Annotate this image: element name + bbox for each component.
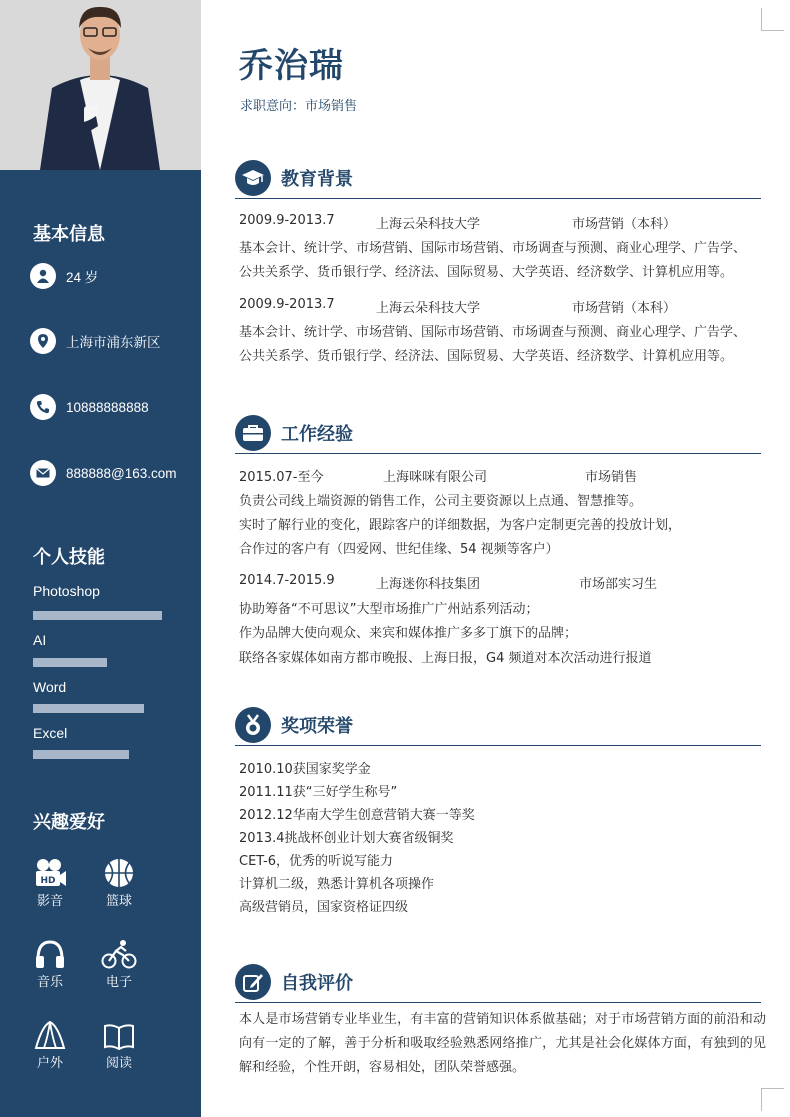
edu-major: 市场营销（本科） — [572, 217, 677, 232]
awards-header — [235, 709, 761, 746]
education-title: 教育背景 — [281, 169, 353, 190]
work-company: 上海迷你科技集团 — [376, 577, 481, 592]
work-duty-line: 实时了解行业的变化，跟踪客户的详细数据，为客户定制更完善的投放计划， — [239, 518, 682, 533]
phone-text: 10888888888 — [66, 399, 149, 415]
pencil-icon — [235, 964, 271, 1000]
book-icon — [99, 1016, 139, 1050]
work-header — [235, 417, 761, 454]
self-eval-text: 本人是市场营销专业毕业生，有丰富的营销知识体系做基础；对于市场营销方面的前沿和动向有一定的了解，善于分析和吸取经验熟悉网络推广，尤其是社会化媒体方面，有独到的见解和经验，个性开朗，容易相处，团队荣誉感强。 — [239, 1012, 766, 1075]
hobby-label: 音乐 — [36, 975, 63, 990]
headphones-icon — [30, 935, 70, 969]
award-item: 高级营销员，国家资格证四级 — [239, 900, 409, 915]
skill-name: Excel — [33, 725, 68, 741]
profile-photo — [0, 0, 201, 170]
education-header — [235, 162, 761, 199]
edu-course-line: 公共关系学、货币银行学、经济法、国际贸易、大学英语、经济数学、计算机应用等。 — [239, 265, 734, 280]
person-icon — [30, 263, 56, 289]
hobby-item — [99, 854, 139, 909]
medal-icon — [235, 707, 271, 743]
work-title: 工作经验 — [281, 424, 353, 445]
edu-date: 2009.9-2013.7 — [239, 213, 335, 228]
email-row — [30, 459, 177, 487]
award-item: 2010.10获国家奖学金 — [239, 762, 371, 777]
hobby-item — [30, 854, 70, 909]
skill-bar — [33, 704, 144, 713]
edu-school: 上海云朵科技大学 — [376, 301, 481, 316]
work-duty-line: 作为品牌大使向观众、来宾和媒体推广多多丁旗下的品牌； — [239, 626, 578, 641]
briefcase-icon — [235, 415, 271, 451]
award-item: 2013.4挑战杯创业计划大赛省级铜奖 — [239, 831, 454, 846]
hobby-item — [99, 935, 139, 990]
edu-course-line: 基本会计、统计学、市场营销、国际市场营销、市场调查与预测、商业心理学、广告学、 — [239, 325, 747, 340]
location-text: 上海市浦东新区 — [66, 335, 161, 350]
skill-name: Word — [33, 679, 67, 695]
work-duty-line: 合作过的客户有（四爱网、世纪佳缘、54 视频等客户） — [239, 542, 559, 557]
work-duty-line: 联络各家媒体如南方都市晚报、上海日报，G4 频道对本次活动进行报道 — [239, 651, 652, 666]
work-role: 市场销售 — [585, 470, 638, 485]
hobbies-title: 兴趣爱好 — [33, 812, 105, 833]
hobby-label: 户外 — [36, 1056, 63, 1071]
work-entry-head — [239, 466, 638, 485]
work-company: 上海咪咪有限公司 — [383, 470, 488, 485]
self-eval-header — [235, 966, 761, 1003]
hobby-label: 电子 — [105, 975, 132, 990]
basketball-icon — [99, 854, 139, 888]
work-role: 市场部实习生 — [579, 577, 658, 592]
work-duty-line: 协助筹备“不可思议”大型市场推广广州站系列活动； — [239, 602, 539, 617]
cycling-icon — [99, 935, 139, 969]
edu-school: 上海云朵科技大学 — [376, 217, 481, 232]
tent-icon — [30, 1016, 70, 1050]
age-text: 24 岁 — [66, 270, 99, 285]
email-text: 888888@163.com — [66, 465, 177, 481]
self-eval-title: 自我评价 — [281, 973, 353, 994]
svg-text:HD: HD — [40, 876, 56, 886]
award-item: 2012.12华南大学生创意营销大赛一等奖 — [239, 808, 475, 823]
hobby-item — [30, 1016, 70, 1071]
awards-title: 奖项荣誉 — [281, 716, 353, 737]
hobby-label: 影音 — [36, 894, 63, 909]
sidebar — [0, 0, 201, 1117]
award-item: 计算机二级，熟悉计算机各项操作 — [239, 877, 435, 892]
skills-title: 个人技能 — [33, 547, 105, 568]
skill-name: Photoshop — [33, 583, 100, 599]
basic-info-title: 基本信息 — [33, 224, 105, 245]
location-row — [30, 327, 161, 355]
work-date: 2015.07-至今 — [239, 470, 324, 485]
edu-major: 市场营销（本科） — [572, 301, 677, 316]
corner-mark — [761, 8, 784, 31]
education-entry-head — [239, 213, 677, 232]
phone-icon — [30, 394, 56, 420]
work-duty-line: 负责公司线上端资源的销售工作，公司主要资源以上点通、智慧推等。 — [239, 494, 643, 509]
hobby-item — [30, 935, 70, 990]
corner-mark — [761, 1088, 784, 1111]
age-row — [30, 262, 98, 290]
skill-bar — [33, 750, 129, 759]
edu-course-line: 基本会计、统计学、市场营销、国际市场营销、市场调查与预测、商业心理学、广告学、 — [239, 241, 747, 256]
film-icon — [30, 854, 70, 888]
skill-name: AI — [33, 632, 47, 648]
envelope-icon — [30, 460, 56, 486]
edu-course-line: 公共关系学、货币银行学、经济法、国际贸易、大学英语、经济数学、计算机应用等。 — [239, 349, 734, 364]
work-entry-head — [239, 573, 658, 592]
hobby-item — [99, 1016, 139, 1071]
job-intent: 求职意向：市场销售 — [240, 99, 358, 114]
work-date: 2014.7-2015.9 — [239, 573, 335, 588]
award-item: 2011.11获“三好学生称号” — [239, 785, 398, 800]
education-entry-head — [239, 297, 677, 316]
edu-date: 2009.9-2013.7 — [239, 297, 335, 312]
graduation-cap-icon — [235, 160, 271, 196]
location-pin-icon — [30, 328, 56, 354]
award-item: CET-6，优秀的听说写能力 — [239, 854, 394, 869]
skill-bar — [33, 611, 162, 620]
skill-bar — [33, 658, 107, 667]
phone-row — [30, 393, 149, 421]
candidate-name: 乔治瑞 — [239, 46, 344, 86]
hobby-label: 阅读 — [105, 1056, 132, 1071]
hobby-label: 篮球 — [105, 894, 132, 909]
